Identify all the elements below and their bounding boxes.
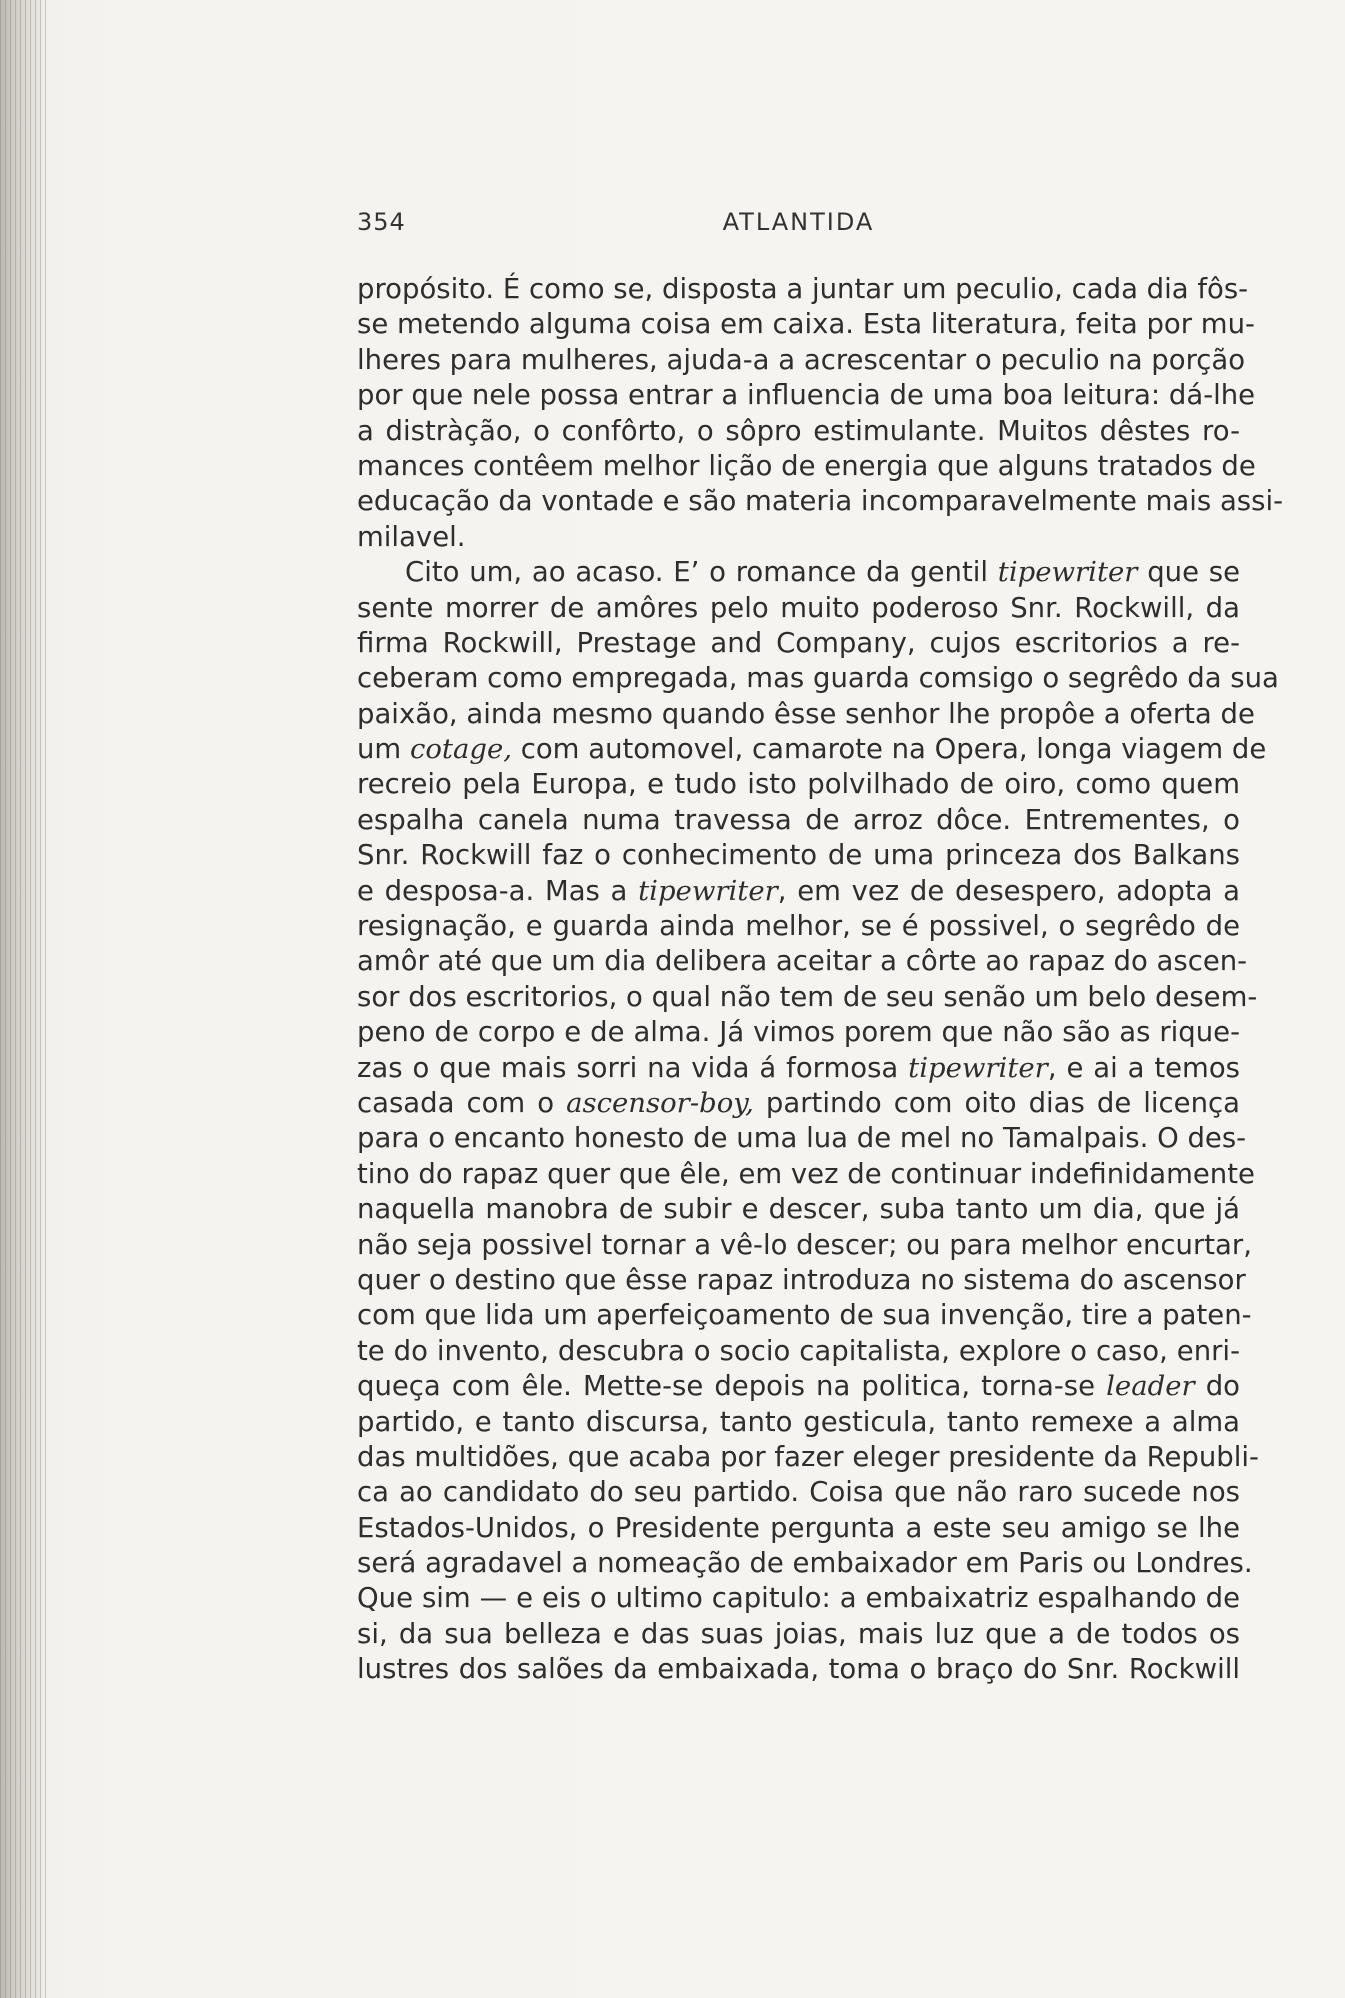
italic-term: tipewriter	[638, 874, 778, 907]
text-line: se metendo alguma coisa em caixa. Esta literatura, feita por mu-	[357, 308, 1255, 341]
text-line	[357, 1086, 1240, 1121]
text-line	[357, 555, 1240, 590]
text-line: te do invento, descubra o socio capitalista, explore o caso, enri-	[357, 1334, 1240, 1367]
text-line: peno de corpo e de alma. Já vimos porem que não são as rique-	[357, 1016, 1240, 1049]
text-line: a distràção, o confôrto, o sôpro estimulante. Muitos dêstes ro-	[357, 414, 1240, 447]
text-line: naquella manobra de subir e descer, suba tanto um dia, que já	[357, 1193, 1240, 1226]
italic-term: tipewriter	[908, 1051, 1048, 1084]
text-line: lustres dos salões da embaixada, toma o braço do Snr. Rockwill	[357, 1653, 1240, 1686]
text-line: firma Rockwill, Prestage and Company, cujos escritorios a re-	[357, 626, 1240, 659]
text-line: educação da vontade e são materia incomparavelmente mais assi-	[357, 485, 1284, 518]
text-run: que se	[1137, 556, 1240, 589]
text-line: quer o destino que êsse rapaz introduza no sistema do ascensor	[357, 1263, 1246, 1296]
page-header	[357, 202, 1240, 242]
text-line: ca ao candidato do seu partido. Coisa que não raro sucede nos	[357, 1476, 1240, 1509]
text-line: ceberam como empregada, mas guarda comsigo o segrêdo da sua	[357, 662, 1279, 695]
text-line: será agradavel a nomeação de embaixador em Paris ou Londres.	[357, 1547, 1253, 1580]
text-line: recreio pela Europa, e tudo isto polvilhado de oiro, como quem	[357, 768, 1240, 801]
text-line: sor dos escritorios, o qual não tem de seu senão um belo desem-	[357, 980, 1258, 1013]
text-run: , em vez de desespero, adopta a	[777, 874, 1240, 907]
text-run: e desposa-a. Mas a	[357, 874, 639, 907]
italic-term: ascensor-boy,	[566, 1086, 754, 1119]
text-line: tino do rapaz quer que êle, em vez de continuar indefinidamente	[357, 1157, 1255, 1190]
text-line: mances contêem melhor lição de energia que alguns tratados de	[357, 449, 1256, 482]
text-line: não seja possivel tornar a vê-lo descer; ou para melhor encurtar,	[357, 1228, 1252, 1261]
text-run: do	[1194, 1370, 1240, 1403]
book-binding-edge	[0, 0, 46, 1998]
text-line	[357, 874, 1240, 909]
text-line: Que sim — e eis o ultimo capitulo: a embaixatriz espalhando de	[357, 1582, 1240, 1615]
text-line: paixão, ainda mesmo quando êsse senhor lhe propôe a oferta de	[357, 697, 1255, 730]
text-line	[357, 1051, 1240, 1086]
italic-term: leader	[1106, 1370, 1195, 1403]
text-run: partindo com oito dias de licença	[753, 1086, 1240, 1119]
text-line: si, da sua belleza e das suas joias, mais luz que a de todos os	[357, 1617, 1240, 1650]
text-line	[357, 732, 1267, 767]
text-line: espalha canela numa travessa de arroz dôce. Entrementes, o	[357, 803, 1240, 836]
page-number: 354	[357, 208, 406, 236]
text-run: Cito um, ao acaso. E’ o romance da gentil	[405, 556, 998, 589]
italic-term: tipewriter	[997, 556, 1138, 589]
text-run: zas o que mais sorri na vida á formosa	[357, 1051, 909, 1084]
text-line: resignação, e guarda ainda melhor, se é possivel, o segrêdo de	[357, 910, 1240, 943]
text-line	[357, 1369, 1240, 1404]
body-text	[357, 272, 1284, 1688]
text-line: por que nele possa entrar a influencia de uma boa leitura: dá-lhe	[357, 379, 1256, 412]
italic-term: cotage,	[409, 733, 512, 766]
running-title: ATLANTIDA	[722, 208, 875, 236]
text-line: Estados-Unidos, o Presidente pergunta a este seu amigo se lhe	[357, 1511, 1240, 1544]
text-line: propósito. É como se, disposta a juntar um peculio, cada dia fôs-	[357, 273, 1249, 305]
text-line: Snr. Rockwill faz o conhecimento de uma princeza dos Balkans	[357, 839, 1240, 872]
text-run: com automovel, camarote na Opera, longa viagem de	[512, 733, 1267, 766]
text-run: , e ai a temos	[1047, 1051, 1240, 1084]
text-line: sente morrer de amôres pelo muito poderoso Snr. Rockwill, da	[357, 591, 1240, 624]
text-line: com que lida um aperfeiçoamento de sua invenção, tire a paten-	[357, 1299, 1252, 1332]
text-line: milavel.	[357, 520, 466, 553]
text-line: amôr até que um dia delibera aceitar a côrte ao rapaz do ascen-	[357, 945, 1248, 978]
text-run: queça com êle. Mette-se depois na politica, torna-se	[357, 1370, 1107, 1403]
text-line: para o encanto honesto de uma lua de mel no Tamalpais. O des-	[357, 1122, 1247, 1155]
text-run: um	[357, 733, 410, 766]
text-line: das multidões, que acaba por fazer eleger presidente da Republi-	[357, 1440, 1259, 1473]
text-line: lheres para mulheres, ajuda-a a acrescentar o peculio na porção	[357, 343, 1246, 376]
text-line: partido, e tanto discursa, tanto gesticula, tanto remexe a alma	[357, 1405, 1240, 1438]
text-run: casada com o	[357, 1086, 567, 1119]
